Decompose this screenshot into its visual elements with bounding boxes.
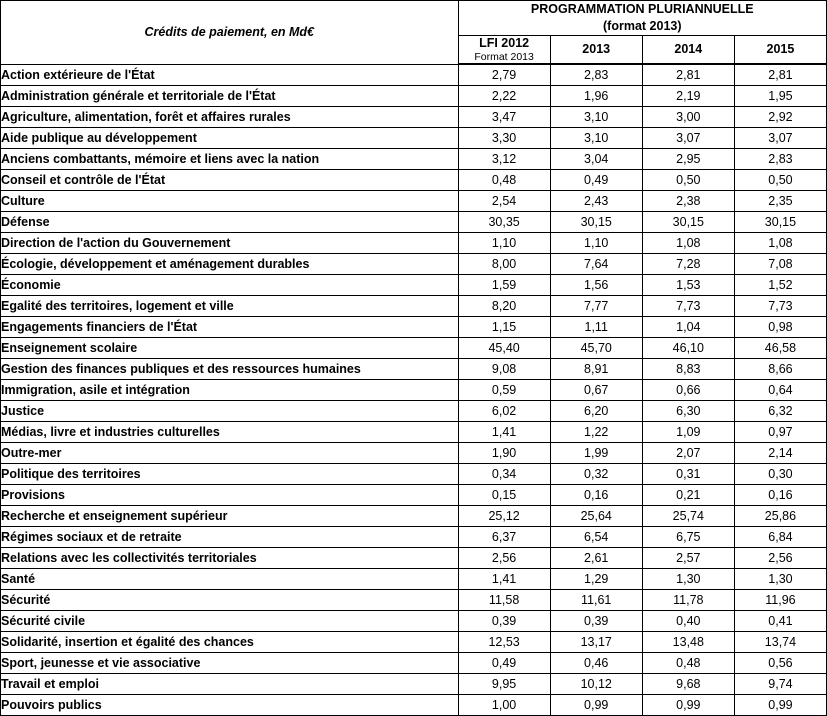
table-row xyxy=(1,610,827,631)
row-label: Provisions xyxy=(1,484,459,505)
row-label: Anciens combattants, mémoire et liens avec la nation xyxy=(1,148,459,169)
column-header-label: 2014 xyxy=(674,42,703,57)
table-row xyxy=(1,253,827,274)
row-value-1: 11,58 xyxy=(458,589,550,610)
row-value-2: 1,11 xyxy=(550,316,642,337)
row-label: Solidarité, insertion et égalité des chances xyxy=(1,631,459,652)
row-value-3: 1,30 xyxy=(642,568,734,589)
table-row xyxy=(1,148,827,169)
table-row xyxy=(1,337,827,358)
row-value-4: 11,96 xyxy=(734,589,826,610)
row-label: Aide publique au développement xyxy=(1,127,459,148)
row-label: Sécurité civile xyxy=(1,610,459,631)
caption-text: Crédits de paiement, en Md€ xyxy=(144,25,315,40)
row-label: Défense xyxy=(1,211,459,232)
row-value-2: 3,04 xyxy=(550,148,642,169)
row-value-3: 46,10 xyxy=(642,337,734,358)
row-value-2: 3,10 xyxy=(550,106,642,127)
row-value-2: 6,54 xyxy=(550,526,642,547)
row-value-1: 3,47 xyxy=(458,106,550,127)
row-value-2: 7,77 xyxy=(550,295,642,316)
row-value-2: 0,49 xyxy=(550,169,642,190)
row-value-3: 0,99 xyxy=(642,694,734,715)
row-value-1: 0,49 xyxy=(458,652,550,673)
row-value-2: 0,32 xyxy=(550,463,642,484)
row-value-1: 0,39 xyxy=(458,610,550,631)
row-value-1: 45,40 xyxy=(458,337,550,358)
row-value-4: 30,15 xyxy=(734,211,826,232)
row-value-2: 25,64 xyxy=(550,505,642,526)
row-value-1: 0,59 xyxy=(458,379,550,400)
row-value-3: 1,09 xyxy=(642,421,734,442)
row-label: Culture xyxy=(1,190,459,211)
row-value-2: 1,96 xyxy=(550,85,642,106)
row-value-1: 1,59 xyxy=(458,274,550,295)
row-value-1: 8,00 xyxy=(458,253,550,274)
row-value-2: 45,70 xyxy=(550,337,642,358)
row-value-1: 2,79 xyxy=(458,64,550,85)
column-header-2014 xyxy=(642,35,734,64)
row-value-2: 0,16 xyxy=(550,484,642,505)
title-line-2: (format 2013) xyxy=(603,18,682,33)
row-value-1: 9,08 xyxy=(458,358,550,379)
row-label: Politique des territoires xyxy=(1,463,459,484)
table-row xyxy=(1,589,827,610)
row-value-4: 6,84 xyxy=(734,526,826,547)
table-caption xyxy=(1,1,459,65)
row-value-2: 8,91 xyxy=(550,358,642,379)
table-row xyxy=(1,568,827,589)
row-value-3: 6,30 xyxy=(642,400,734,421)
row-value-2: 0,39 xyxy=(550,610,642,631)
row-value-4: 0,99 xyxy=(734,694,826,715)
row-value-1: 6,02 xyxy=(458,400,550,421)
row-value-1: 1,90 xyxy=(458,442,550,463)
row-value-2: 2,43 xyxy=(550,190,642,211)
title-line-1: PROGRAMMATION PLURIANNUELLE xyxy=(530,2,754,16)
row-label: Action extérieure de l'État xyxy=(1,64,459,85)
row-value-4: 13,74 xyxy=(734,631,826,652)
row-value-4: 7,73 xyxy=(734,295,826,316)
column-header-label: LFI 2012 xyxy=(479,35,530,50)
row-value-3: 0,21 xyxy=(642,484,734,505)
row-value-3: 7,73 xyxy=(642,295,734,316)
row-label: Engagements financiers de l'État xyxy=(1,316,459,337)
row-value-3: 2,57 xyxy=(642,547,734,568)
table-row xyxy=(1,526,827,547)
row-label: Immigration, asile et intégration xyxy=(1,379,459,400)
row-value-4: 0,64 xyxy=(734,379,826,400)
row-label: Sécurité xyxy=(1,589,459,610)
table-row xyxy=(1,421,827,442)
row-value-3: 2,38 xyxy=(642,190,734,211)
table-row xyxy=(1,505,827,526)
row-value-2: 0,46 xyxy=(550,652,642,673)
row-value-2: 13,17 xyxy=(550,631,642,652)
row-value-4: 9,74 xyxy=(734,673,826,694)
row-value-3: 13,48 xyxy=(642,631,734,652)
row-value-3: 8,83 xyxy=(642,358,734,379)
row-value-2: 1,10 xyxy=(550,232,642,253)
row-value-3: 0,40 xyxy=(642,610,734,631)
table-row xyxy=(1,484,827,505)
table-row xyxy=(1,652,827,673)
row-label: Médias, livre et industries culturelles xyxy=(1,421,459,442)
row-value-1: 1,00 xyxy=(458,694,550,715)
row-value-4: 7,08 xyxy=(734,253,826,274)
table-header xyxy=(1,1,827,65)
table-row xyxy=(1,64,827,85)
row-value-4: 0,98 xyxy=(734,316,826,337)
row-value-1: 30,35 xyxy=(458,211,550,232)
table-row xyxy=(1,106,827,127)
row-value-3: 25,74 xyxy=(642,505,734,526)
table-row xyxy=(1,316,827,337)
column-header-lfi-2012 xyxy=(458,35,550,64)
row-value-2: 0,99 xyxy=(550,694,642,715)
row-value-2: 1,29 xyxy=(550,568,642,589)
table-row xyxy=(1,274,827,295)
table-row xyxy=(1,169,827,190)
row-value-3: 1,53 xyxy=(642,274,734,295)
row-label: Egalité des territoires, logement et ville xyxy=(1,295,459,316)
row-label: Économie xyxy=(1,274,459,295)
table-row xyxy=(1,127,827,148)
row-value-1: 2,54 xyxy=(458,190,550,211)
row-label: Outre-mer xyxy=(1,442,459,463)
row-value-1: 1,41 xyxy=(458,421,550,442)
row-value-3: 9,68 xyxy=(642,673,734,694)
row-value-1: 1,10 xyxy=(458,232,550,253)
row-value-2: 11,61 xyxy=(550,589,642,610)
row-value-2: 0,67 xyxy=(550,379,642,400)
row-value-3: 0,31 xyxy=(642,463,734,484)
column-header-2013 xyxy=(550,35,642,64)
column-header-label: 2013 xyxy=(582,42,611,57)
row-value-4: 0,16 xyxy=(734,484,826,505)
row-label: Gestion des finances publiques et des ressources humaines xyxy=(1,358,459,379)
table-row xyxy=(1,694,827,715)
row-value-4: 1,30 xyxy=(734,568,826,589)
row-value-2: 1,22 xyxy=(550,421,642,442)
row-value-1: 0,15 xyxy=(458,484,550,505)
table-row xyxy=(1,295,827,316)
row-value-2: 10,12 xyxy=(550,673,642,694)
row-value-4: 2,92 xyxy=(734,106,826,127)
column-header-label: 2015 xyxy=(766,42,795,57)
row-value-3: 0,48 xyxy=(642,652,734,673)
row-value-2: 2,83 xyxy=(550,64,642,85)
row-label: Régimes sociaux et de retraite xyxy=(1,526,459,547)
row-value-4: 0,41 xyxy=(734,610,826,631)
row-label: Santé xyxy=(1,568,459,589)
row-value-4: 6,32 xyxy=(734,400,826,421)
row-value-3: 6,75 xyxy=(642,526,734,547)
table-row xyxy=(1,442,827,463)
row-value-4: 0,97 xyxy=(734,421,826,442)
row-value-1: 2,56 xyxy=(458,547,550,568)
row-value-3: 7,28 xyxy=(642,253,734,274)
table-row xyxy=(1,673,827,694)
row-label: Relations avec les collectivités territoriales xyxy=(1,547,459,568)
row-value-4: 1,95 xyxy=(734,85,826,106)
row-value-2: 2,61 xyxy=(550,547,642,568)
row-value-1: 1,15 xyxy=(458,316,550,337)
row-label: Écologie, développement et aménagement durables xyxy=(1,253,459,274)
table-row xyxy=(1,211,827,232)
row-value-2: 1,99 xyxy=(550,442,642,463)
table-row xyxy=(1,85,827,106)
row-value-4: 25,86 xyxy=(734,505,826,526)
row-value-3: 3,00 xyxy=(642,106,734,127)
row-label: Justice xyxy=(1,400,459,421)
row-value-1: 8,20 xyxy=(458,295,550,316)
row-value-3: 2,19 xyxy=(642,85,734,106)
row-label: Sport, jeunesse et vie associative xyxy=(1,652,459,673)
row-value-1: 0,48 xyxy=(458,169,550,190)
row-label: Direction de l'action du Gouvernement xyxy=(1,232,459,253)
table-body xyxy=(1,64,827,715)
row-value-2: 3,10 xyxy=(550,127,642,148)
row-value-4: 2,35 xyxy=(734,190,826,211)
row-label: Conseil et contrôle de l'État xyxy=(1,169,459,190)
row-label: Enseignement scolaire xyxy=(1,337,459,358)
row-value-3: 2,07 xyxy=(642,442,734,463)
row-value-4: 46,58 xyxy=(734,337,826,358)
row-label: Administration générale et territoriale de l'État xyxy=(1,85,459,106)
row-value-4: 0,50 xyxy=(734,169,826,190)
row-value-3: 2,81 xyxy=(642,64,734,85)
table-row xyxy=(1,232,827,253)
table-row xyxy=(1,400,827,421)
row-value-4: 8,66 xyxy=(734,358,826,379)
row-value-3: 0,66 xyxy=(642,379,734,400)
row-value-4: 0,56 xyxy=(734,652,826,673)
row-value-1: 6,37 xyxy=(458,526,550,547)
row-value-1: 12,53 xyxy=(458,631,550,652)
column-header-2015 xyxy=(734,35,826,64)
row-label: Recherche et enseignement supérieur xyxy=(1,505,459,526)
row-value-2: 7,64 xyxy=(550,253,642,274)
row-value-4: 2,56 xyxy=(734,547,826,568)
table-row xyxy=(1,379,827,400)
row-value-4: 2,83 xyxy=(734,148,826,169)
header-row-title xyxy=(1,1,827,36)
row-value-3: 0,50 xyxy=(642,169,734,190)
row-value-1: 3,30 xyxy=(458,127,550,148)
row-value-4: 3,07 xyxy=(734,127,826,148)
row-value-1: 2,22 xyxy=(458,85,550,106)
row-label: Agriculture, alimentation, forêt et affaires rurales xyxy=(1,106,459,127)
row-value-4: 2,14 xyxy=(734,442,826,463)
table-row xyxy=(1,547,827,568)
row-value-4: 0,30 xyxy=(734,463,826,484)
table-row xyxy=(1,463,827,484)
row-value-3: 1,04 xyxy=(642,316,734,337)
row-label: Travail et emploi xyxy=(1,673,459,694)
row-value-1: 0,34 xyxy=(458,463,550,484)
row-value-4: 1,52 xyxy=(734,274,826,295)
row-value-2: 30,15 xyxy=(550,211,642,232)
row-value-1: 25,12 xyxy=(458,505,550,526)
row-value-3: 2,95 xyxy=(642,148,734,169)
table-title xyxy=(458,1,826,36)
row-value-1: 9,95 xyxy=(458,673,550,694)
row-value-2: 6,20 xyxy=(550,400,642,421)
table-row xyxy=(1,190,827,211)
table-row xyxy=(1,358,827,379)
row-value-3: 1,08 xyxy=(642,232,734,253)
row-value-2: 1,56 xyxy=(550,274,642,295)
row-value-3: 3,07 xyxy=(642,127,734,148)
row-value-1: 1,41 xyxy=(458,568,550,589)
row-value-4: 1,08 xyxy=(734,232,826,253)
row-value-1: 3,12 xyxy=(458,148,550,169)
row-value-3: 11,78 xyxy=(642,589,734,610)
row-value-4: 2,81 xyxy=(734,64,826,85)
table-row xyxy=(1,631,827,652)
column-header-sublabel: Format 2013 xyxy=(474,51,534,64)
row-value-3: 30,15 xyxy=(642,211,734,232)
row-label: Pouvoirs publics xyxy=(1,694,459,715)
